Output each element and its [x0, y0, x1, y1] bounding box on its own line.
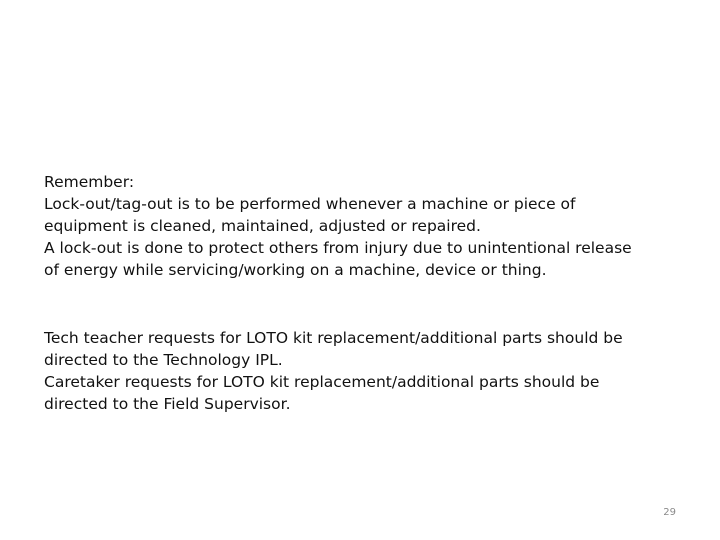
- reminder-line: equipment is cleaned, maintained, adjusted or repaired.: [44, 217, 481, 235]
- slide-number: 29: [663, 507, 676, 518]
- reminder-line: Lock-out/tag-out is to be performed whenever a machine or piece of: [44, 195, 576, 213]
- reminder-text-block: [44, 171, 684, 281]
- reminder-line: of energy while servicing/working on a machine, device or thing.: [44, 261, 547, 279]
- request-line: directed to the Technology IPL.: [44, 351, 283, 369]
- reminder-heading: Remember:: [44, 173, 135, 191]
- request-line: Caretaker requests for LOTO kit replacement/additional parts should be: [44, 373, 600, 391]
- request-line: directed to the Field Supervisor.: [44, 395, 291, 413]
- reminder-line: A lock-out is done to protect others from injury due to unintentional release: [44, 239, 632, 257]
- requests-text-block: [44, 327, 684, 415]
- request-line: Tech teacher requests for LOTO kit replacement/additional parts should be: [44, 329, 623, 347]
